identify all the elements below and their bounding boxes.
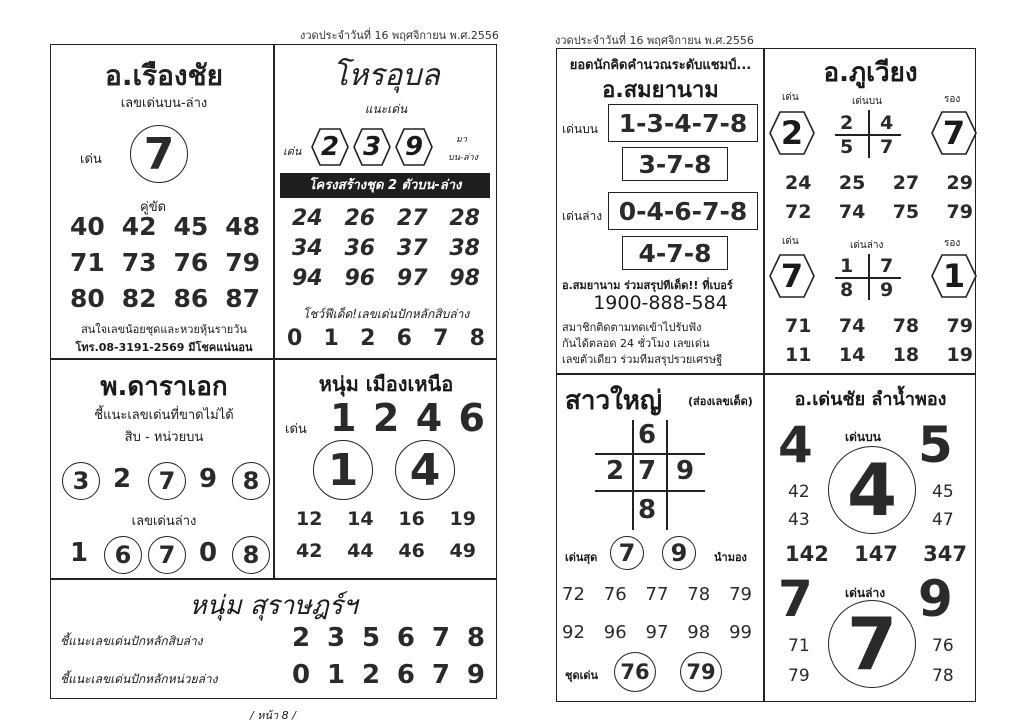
number: 48 [225, 212, 260, 241]
digit: 6 [396, 623, 415, 653]
digit-row [292, 623, 485, 653]
upper-label: เด่นบน [845, 430, 881, 444]
digit-circle: 7 [148, 536, 186, 574]
number-row [785, 172, 973, 194]
lower-sub-box: 4-7-8 [622, 236, 728, 270]
grid-digit: 8 [638, 495, 657, 525]
description: กันได้ตลอด 24 ชั่วโมง เลขเด่น [562, 337, 710, 350]
number: 72 [562, 584, 585, 605]
lower-right-digit: 9 [918, 570, 953, 628]
grid-digit: 2 [606, 456, 625, 486]
hex-digit: 7 [942, 114, 966, 152]
grid-line [666, 420, 668, 530]
digit-circle: 8 [232, 536, 270, 574]
number: 82 [121, 284, 157, 313]
digit-row [287, 326, 485, 351]
number: 78 [892, 315, 920, 337]
grid-digit: 1 [840, 255, 854, 277]
number: 74 [838, 315, 866, 337]
number: 80 [70, 284, 105, 313]
number: 42 [121, 212, 157, 241]
side-label: มา [456, 135, 467, 145]
number: 79 [946, 315, 973, 337]
number: 45 [932, 482, 954, 502]
number: 92 [562, 622, 585, 643]
number: 99 [729, 622, 752, 643]
section-title: อ.ภูเวียง [823, 58, 918, 88]
number: 27 [396, 206, 428, 231]
number: 75 [892, 201, 920, 223]
den-label: เด่น [285, 422, 307, 437]
number: 46 [398, 540, 425, 562]
divider [273, 44, 275, 579]
number: 76 [932, 636, 954, 656]
note: สนใจเลขน้อยชุดและหวยหุ้นรายวัน [81, 323, 247, 336]
lower-label: เด่นล่าง [845, 586, 886, 600]
line: สิบ - หน่วยบน [124, 430, 204, 445]
digit-row [330, 396, 485, 440]
grid-digit: 7 [880, 136, 894, 158]
den-label: เด่น [782, 236, 799, 247]
number: 87 [225, 284, 260, 313]
number: 26 [344, 206, 376, 231]
section-title: หนุ่ม เมืองเหนือ [318, 372, 454, 396]
hex-digit: 1 [942, 257, 966, 295]
digit: 9 [199, 464, 218, 494]
number: 79 [225, 248, 260, 277]
divider [763, 48, 765, 702]
phone: 1900-888-584 [593, 292, 728, 314]
digit: 4 [415, 396, 443, 440]
bottom-label: โชว์ฟีเด็ด!เลขเด่นปักหลักสิบล่าง [302, 307, 470, 321]
number-row [292, 206, 480, 231]
digit-circle: 7 [610, 536, 644, 570]
den-label: เด่น [283, 145, 302, 158]
upper-main-box: 1-3-4-7-8 [608, 104, 758, 142]
digit: 1 [323, 326, 339, 351]
digit: 0 [287, 326, 303, 351]
number: 86 [173, 284, 209, 313]
number: 16 [398, 508, 425, 530]
right-page-header: งวดประจำวันที่ 16 พฤศจิกายน พ.ศ.2556 [555, 34, 754, 47]
banner: โครงสร้างชุด 2 ตัวบน-ล่าง [280, 173, 490, 198]
number: 24 [292, 206, 323, 231]
number: 97 [396, 266, 428, 291]
number: 38 [449, 236, 480, 261]
number: 28 [449, 206, 480, 231]
rong-label: รอง [944, 94, 961, 105]
grid-digit: 5 [840, 136, 854, 158]
digit: 2 [113, 464, 132, 494]
section-subtitle: แนะเด่น [364, 102, 408, 116]
grid-digit: 4 [880, 112, 894, 134]
number: 40 [70, 212, 105, 241]
mid-label: เด่นบน [852, 96, 882, 107]
number: 25 [838, 172, 866, 194]
number: 29 [946, 172, 973, 194]
promo: อ.สมยานาม ร่วมสรุปทีเด็ด!! ที่เบอร์ [562, 279, 733, 292]
densut-label: เด่นสุด [565, 551, 598, 564]
digit-circle: 4 [395, 440, 455, 500]
number-row [562, 584, 752, 605]
grid-digit: 2 [840, 112, 854, 134]
divider [556, 373, 976, 375]
digit: 2 [361, 660, 381, 690]
number: 74 [838, 201, 866, 223]
number: 11 [785, 344, 812, 366]
number: 78 [687, 584, 711, 605]
digit: 3 [326, 623, 346, 653]
digit: 2 [292, 623, 311, 653]
number: 79 [946, 201, 973, 223]
digit: 0 [199, 538, 218, 568]
upper-sub-box: 3-7-8 [622, 147, 728, 181]
digit: 7 [431, 623, 450, 653]
number: 34 [292, 236, 323, 261]
tagline: ยอดนักคิดคำนวณระดับแชมป์... [569, 58, 752, 73]
number: 76 [603, 584, 627, 605]
row-label: ชี้แนะเลขเด่นปักหลักสิบล่าง [60, 634, 203, 648]
grid-line [595, 490, 705, 492]
section-subtitle: เลขเด่นบน-ล่าง [120, 96, 208, 111]
number: 79 [729, 584, 752, 605]
section-title: อ.เรืองชัย [105, 59, 223, 92]
number: 71 [785, 315, 812, 337]
section-title: หนุ่ม สุราษฎร์ฯ [189, 591, 358, 621]
number-row [70, 248, 260, 277]
upper-center-circle: 4 [828, 446, 916, 534]
digit: 6 [396, 326, 412, 351]
digit: 8 [466, 623, 485, 653]
den-label: เด่น [80, 152, 102, 167]
hex-digit: 7 [780, 257, 804, 295]
triple-row [785, 542, 967, 566]
number-row [785, 344, 973, 366]
hex-digit: 2 [780, 114, 804, 152]
number: 44 [347, 540, 374, 562]
number: 147 [854, 542, 898, 566]
digit: 8 [469, 326, 485, 351]
hex-digit: 3 [362, 132, 382, 162]
number: 98 [687, 622, 711, 643]
grid-digit: 7 [880, 255, 894, 277]
digit: 6 [396, 660, 415, 690]
number: 19 [946, 344, 973, 366]
den-label: เด่น [782, 92, 799, 103]
number: 45 [173, 212, 209, 241]
section-title: สาวใหญ่ [565, 386, 663, 416]
lower-center-circle: 7 [828, 600, 916, 688]
section-title: อ.เด่นชัย ลำน้ำพอง [794, 389, 947, 410]
number: 24 [785, 172, 812, 194]
side-label: บน-ล่าง [448, 153, 479, 163]
grid-digit: 6 [638, 420, 657, 450]
number: 49 [449, 540, 476, 562]
section-title: พ.ดาราเอก [100, 372, 228, 402]
number-row [296, 508, 476, 530]
digit: 6 [458, 396, 485, 440]
line: ชี้แนะเลขเด่นที่ขาดไม่ได้ [94, 408, 234, 423]
number: 71 [788, 636, 810, 656]
upper-label: เด่นบน [562, 122, 598, 136]
digit: 7 [433, 326, 449, 351]
number: 42 [296, 540, 323, 562]
number: 347 [923, 542, 967, 566]
number: 78 [932, 666, 954, 686]
digit: 0 [292, 660, 311, 690]
number-row [292, 236, 480, 261]
hex-digit: 9 [404, 132, 424, 162]
upper-left-digit: 4 [778, 416, 813, 474]
number: 42 [788, 482, 810, 502]
grid-digit: 7 [638, 456, 657, 486]
grid-line [632, 420, 634, 530]
section-subtitle: (ส่องเลขเด็ด) [688, 395, 753, 408]
digit-circle: 1 [313, 440, 373, 500]
lower-label: เด่นล่าง [562, 209, 603, 223]
grid-digit: 9 [676, 456, 695, 486]
number: 37 [396, 236, 428, 261]
number-circle: 79 [680, 652, 722, 692]
divider [50, 578, 497, 580]
number: 77 [645, 584, 669, 605]
number: 18 [892, 344, 920, 366]
number: 14 [347, 508, 374, 530]
set-label: ชุดเด่น [565, 669, 599, 682]
description: สมาชิกติดตามทดเข้าไปรับฟัง [562, 321, 702, 334]
mid-label: เด่นล่าง [850, 240, 884, 251]
number: 94 [292, 266, 323, 291]
digit-circle: 6 [104, 536, 142, 574]
description: เลขตัวเดียว ร่วมทีมสรุปรวยเศรษฐี [562, 353, 723, 366]
left-page-header: งวดประจำวันที่ 16 พฤศจิกายน พ.ศ.2556 [300, 29, 499, 42]
number-row [70, 284, 260, 313]
number-row [296, 540, 476, 562]
grid-line [595, 453, 705, 455]
row-label: ชี้แนะเลขเด่นปักหลักหน่วยล่าง [60, 672, 218, 686]
number: 72 [785, 201, 812, 223]
number: 27 [892, 172, 920, 194]
digit: 1 [326, 660, 346, 690]
digit-row [292, 660, 485, 690]
number-row [292, 266, 480, 291]
section-title: โหรอุบล [332, 58, 440, 93]
number-row [785, 201, 973, 223]
digit-circle: 7 [148, 462, 186, 500]
number: 142 [785, 542, 829, 566]
upper-right-digit: 5 [918, 416, 953, 474]
note: โทร.08-3191-2569 มีโชคแน่นอน [75, 341, 253, 354]
digit: 9 [466, 660, 485, 690]
den-circle: 7 [130, 125, 188, 183]
digit: 1 [330, 396, 357, 440]
rong-label: รอง [944, 238, 961, 249]
number-row [785, 315, 973, 337]
digit-circle: 9 [662, 536, 696, 570]
grid-digit: 9 [880, 279, 894, 301]
number: 76 [173, 248, 209, 277]
number: 19 [449, 508, 476, 530]
number-row [70, 212, 260, 241]
lower-label: เลขเด่นล่าง [131, 514, 197, 529]
number: 96 [344, 266, 376, 291]
nammong-label: นำมอง [714, 551, 747, 564]
digit-circle: 3 [62, 462, 100, 500]
number-row [562, 622, 752, 643]
number: 71 [70, 248, 105, 277]
number-circle: 76 [614, 652, 656, 692]
page-number: / หน้า 8 / [250, 709, 296, 722]
digit: 5 [361, 623, 381, 653]
divider [50, 358, 497, 360]
digit-circle: 8 [232, 462, 270, 500]
number: 73 [121, 248, 157, 277]
lower-left-digit: 7 [778, 570, 813, 628]
grid-digit: 8 [840, 279, 854, 301]
number: 79 [788, 666, 810, 686]
number: 96 [603, 622, 627, 643]
digit: 7 [431, 660, 450, 690]
hex-digit: 2 [320, 132, 340, 162]
number: 36 [344, 236, 376, 261]
number: 97 [645, 622, 669, 643]
number: 98 [449, 266, 480, 291]
lower-main-box: 0-4-6-7-8 [608, 192, 758, 230]
number: 47 [932, 510, 954, 530]
number: 12 [296, 508, 323, 530]
section-title: อ.สมยานาม [602, 78, 719, 103]
number: 43 [788, 510, 810, 530]
digit: 2 [360, 326, 376, 351]
digit: 1 [70, 538, 89, 568]
number: 14 [838, 344, 866, 366]
digit: 2 [372, 396, 400, 440]
pair-label: คู่ขัด [140, 200, 167, 215]
